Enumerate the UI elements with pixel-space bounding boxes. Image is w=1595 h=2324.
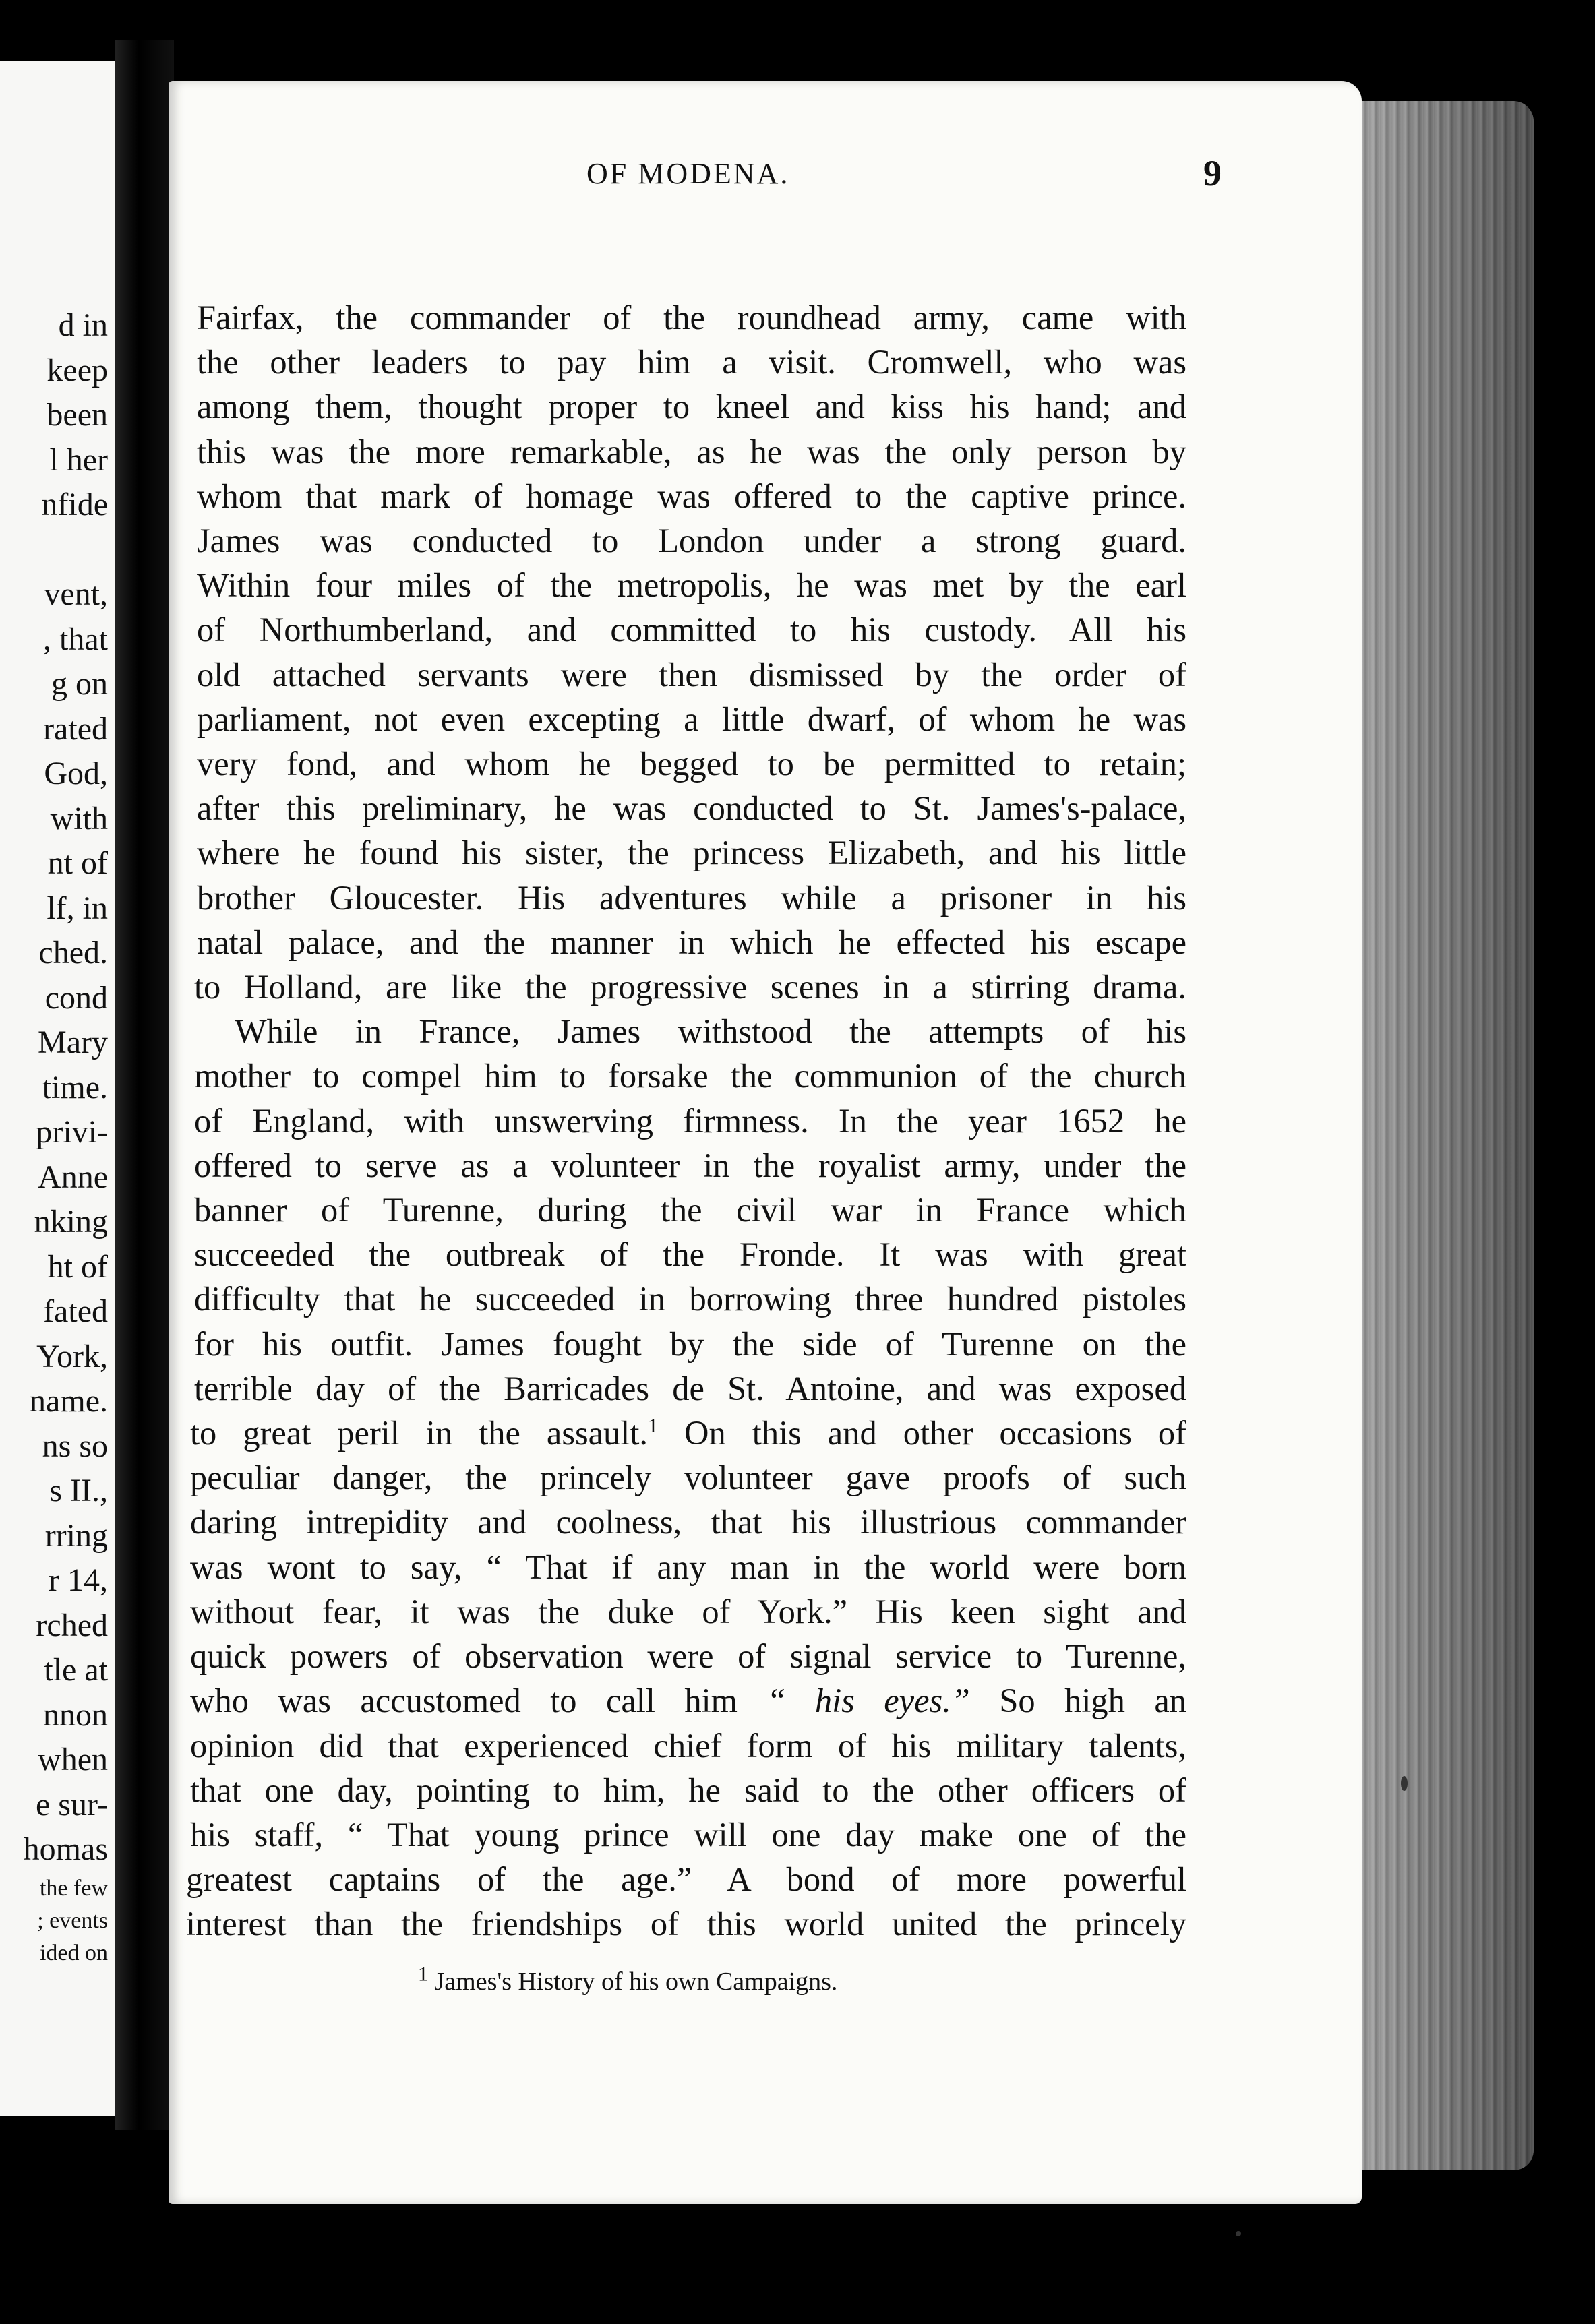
left-fragment: homas xyxy=(23,1831,108,1867)
left-fragment: e sur- xyxy=(36,1786,108,1823)
left-fragment: when xyxy=(38,1742,108,1777)
left-fragment: cond xyxy=(44,979,108,1016)
text-line: quick powers of observation were of signal service to Turenne, xyxy=(190,1637,1186,1676)
left-fragment: rring xyxy=(44,1517,108,1554)
left-fragment: ht of xyxy=(47,1248,108,1285)
text-line: James was conducted to London under a strong guard. xyxy=(197,522,1186,560)
text-line: very fond, and whom he begged to be permitted to retain; xyxy=(197,745,1186,783)
left-fragment: time. xyxy=(42,1069,108,1105)
text-line: parliament, not even excepting a little dwarf, of whom he was xyxy=(197,700,1186,738)
text-line-with-italic xyxy=(190,1678,1186,1723)
text-line: for his outfit. James fought by the side of Turenne on the xyxy=(194,1324,1186,1363)
left-fragment: rched xyxy=(36,1607,108,1643)
left-fragment: rated xyxy=(43,710,108,747)
left-fragment: keep xyxy=(47,352,108,388)
text-line: mother to compel him to forsake the communion of the church xyxy=(194,1057,1186,1095)
left-fragment: s II., xyxy=(49,1473,108,1508)
text-line: natal palace, and the manner in which he effected his escape xyxy=(197,923,1186,961)
left-fragment: g on xyxy=(51,666,108,702)
scan-speck xyxy=(1236,2231,1241,2236)
left-fragment: nfide xyxy=(41,487,108,522)
text-line: among them, thought proper to kneel and kiss his hand; and xyxy=(197,388,1186,426)
left-fragment: r 14, xyxy=(49,1562,108,1598)
page-number: 9 xyxy=(1203,153,1222,193)
text-line: the other leaders to pay him a visit. Cromwell, who was xyxy=(197,343,1186,381)
text-line: Within four miles of the metropolis, he was met by the earl xyxy=(197,566,1186,605)
left-fragment: with xyxy=(50,800,108,836)
left-fragment: Mary xyxy=(38,1025,108,1060)
left-fragment: d in xyxy=(58,307,108,343)
text-line: interest than the friendships of this world united the princely xyxy=(186,1905,1186,1943)
left-fragment: fated xyxy=(43,1293,108,1329)
text-line: after this preliminary, he was conducted to St. James's-palace, xyxy=(197,789,1186,828)
left-facing-page xyxy=(0,61,115,2116)
text-line: opinion did that experienced chief form of his military talents, xyxy=(190,1726,1186,1765)
text-line: succeeded the outbreak of the Fronde. It was with great xyxy=(194,1235,1186,1274)
left-footnote-fragment: ided on xyxy=(39,1940,108,1965)
text-line: old attached servants were then dismissed by the order of xyxy=(197,655,1186,694)
text-line: his staff, “ That young prince will one day make one of the xyxy=(190,1815,1186,1854)
left-fragment: Anne xyxy=(38,1159,108,1195)
left-footnote-fragment: the few xyxy=(39,1875,108,1901)
text-line: daring intrepidity and coolness, that his illustrious commander xyxy=(190,1503,1186,1541)
left-fragment xyxy=(0,528,108,573)
text-line-tail: On this and other occasions of xyxy=(658,1414,1186,1452)
text-line: this was the more remarkable, as he was the only person by xyxy=(197,432,1186,470)
italic-quote: “ his eyes.” xyxy=(766,1682,970,1720)
text-line: whom that mark of homage was offered to the captive prince. xyxy=(197,477,1186,515)
left-fragment: nking xyxy=(34,1204,108,1240)
footnote-text: James's History of his own Campaigns. xyxy=(428,1967,838,1996)
left-fragment: nt of xyxy=(47,845,108,881)
text-line: brother Gloucester. His adventures while a prisoner in his xyxy=(197,878,1186,917)
page-edges-shading xyxy=(1358,101,1534,2170)
running-head: OF MODENA. xyxy=(586,157,790,190)
text-line: banner of Turenne, during the civil war in France which xyxy=(194,1191,1186,1229)
page-header xyxy=(189,153,1222,204)
left-fragment: ched. xyxy=(38,935,108,971)
text-line: greatest captains of the age.” A bond of more powerful xyxy=(186,1860,1186,1899)
page-body-text xyxy=(186,295,1186,1947)
text-line: terrible day of the Barricades de St. Antoine, and was exposed xyxy=(194,1369,1186,1407)
left-fragment: name. xyxy=(30,1383,108,1419)
left-fragment: l her xyxy=(49,441,108,478)
left-fragment: nnon xyxy=(43,1696,108,1733)
left-fragment: York, xyxy=(36,1338,108,1374)
text-line: difficulty that he succeeded in borrowing three hundred pistoles xyxy=(194,1280,1186,1318)
left-fragment: tle at xyxy=(44,1652,108,1688)
left-fragment: lf, in xyxy=(47,890,108,926)
left-fragment: been xyxy=(47,397,108,433)
left-fragment: ns so xyxy=(42,1428,108,1464)
left-fragment: vent, xyxy=(44,576,108,612)
book-gutter xyxy=(115,40,174,2130)
left-fragment: privi- xyxy=(36,1114,108,1150)
text-line: that one day, pointing to him, he said to the other officers of xyxy=(190,1771,1186,1809)
left-fragment: , that xyxy=(43,621,108,657)
text-line: offered to serve as a volunteer in the royalist army, under the xyxy=(194,1146,1186,1184)
left-footnote-fragment: ; events xyxy=(37,1907,108,1933)
left-fragment: God, xyxy=(44,756,108,791)
text-line: was wont to say, “ That if any man in the world were born xyxy=(190,1548,1186,1586)
left-page-text-fragments xyxy=(0,303,108,1969)
text-line: without fear, it was the duke of York.” His keen sight and xyxy=(190,1592,1186,1630)
text-line-head: who was accustomed to call him xyxy=(190,1682,738,1720)
text-line: to Holland, are like the progressive scenes in a stirring drama. xyxy=(194,968,1186,1006)
text-line: Fairfax, the commander of the roundhead army, came with xyxy=(197,299,1186,336)
footnote-reference: 1 xyxy=(648,1415,658,1438)
text-line: peculiar danger, the princely volunteer gave proofs of such xyxy=(190,1459,1186,1497)
text-line: of Northumberland, and committed to his custody. All his xyxy=(197,611,1186,649)
text-line-with-footnote-ref xyxy=(190,1411,1186,1455)
footnote-marker: 1 xyxy=(418,1963,428,1986)
text-line-tail: So high an xyxy=(969,1682,1186,1720)
scan-speck xyxy=(1401,1776,1408,1791)
text-line: where he found his sister, the princess Elizabeth, and his little xyxy=(197,834,1186,872)
text-line: While in France, James withstood the attempts of his xyxy=(235,1012,1186,1051)
footnote xyxy=(418,1963,838,1996)
text-line: of England, with unswerving firmness. In the year 1652 he xyxy=(194,1101,1186,1140)
text-line-head: to great peril in the assault. xyxy=(190,1414,648,1452)
